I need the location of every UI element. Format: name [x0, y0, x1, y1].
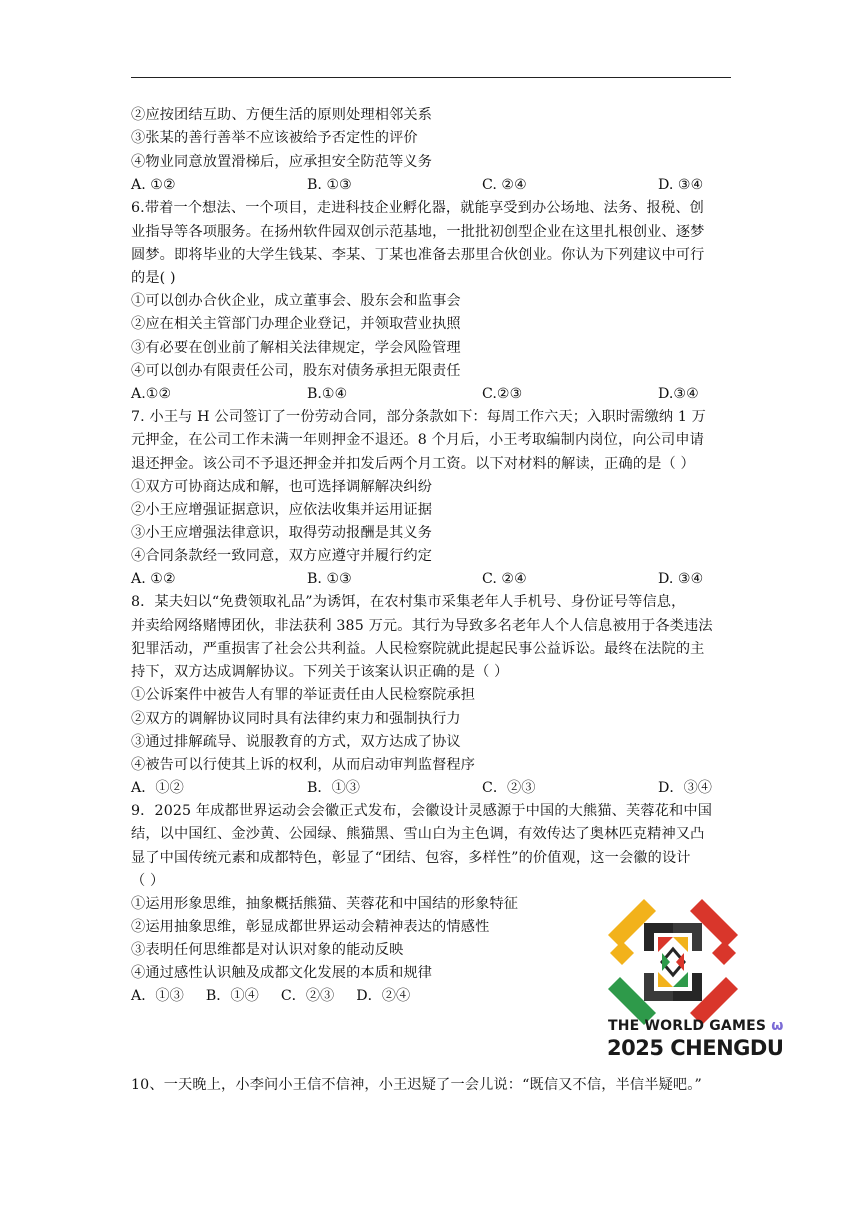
q5-item-3: ③张某的善行善举不应该被给予否定性的评价 [131, 130, 418, 146]
q8-options [131, 779, 731, 797]
q9-option-d[interactable]: D．②④ [356, 988, 411, 1004]
logo-caption-line1 [608, 1018, 784, 1034]
q7-option-d[interactable]: D. ③④ [658, 571, 704, 587]
q7-item-3: ③小王应增强法律意识，取得劳动报酬是其义务 [131, 525, 433, 541]
q5-option-b[interactable]: B. ①③ [307, 177, 352, 193]
q9-stem-line: 显了中国传统元素和成都特色，彰显了“团结、包容，多样性”的价值观，这一会徽的设计 [131, 850, 691, 866]
q6-options [131, 385, 731, 403]
header-rule [131, 77, 731, 78]
q8-stem-line: 持下，双方达成调解协议。下列关于该案认识正确的是（ ） [131, 664, 509, 680]
q7-stem-line: 元押金，在公司工作未满一年则押金不退还。8 个月后，小王考取编制内岗位，向公司申请 [131, 432, 705, 448]
q9-options [131, 987, 432, 1005]
q9-item-2: ②运用抽象思维，彰显成都世界运动会精神表达的情感性 [131, 919, 490, 935]
q9-item-4: ④通过感性认识触及成都文化发展的本质和规律 [131, 965, 433, 981]
logo-caption-text: THE WORLD GAMES [608, 1018, 767, 1034]
q6-stem-line: 的是( ) [131, 270, 176, 286]
q6-item-4: ④可以创办有限责任公司，股东对债务承担无限责任 [131, 363, 461, 379]
logo-caption-line2: 2025 CHENGDU [607, 1036, 784, 1060]
world-games-mark-icon: ω [771, 1018, 784, 1034]
q9-option-c[interactable]: C．②③ [280, 988, 335, 1004]
q8-item-2: ②双方的调解协议同时具有法律约束力和强制执行力 [131, 711, 461, 727]
q9-item-3: ③表明任何思维都是对认识对象的能动反映 [131, 942, 404, 958]
q5-option-d[interactable]: D. ③④ [658, 177, 704, 193]
q9-stem-line: （ ） [131, 873, 165, 889]
q6-item-2: ②应在相关主管部门办理企业登记，并领取营业执照 [131, 316, 461, 332]
q6-item-1: ①可以创办合伙企业，成立董事会、股东会和监事会 [131, 293, 461, 309]
q6-option-b[interactable]: B.①④ [307, 386, 348, 402]
q8-stem-line: 犯罪活动，严重损害了社会公共利益。人民检察院就此提起民事公益诉讼。最终在法院的主 [131, 641, 705, 657]
q6-stem-line: 6.带着一个想法、一个项目，走进科技企业孵化器，就能享受到办公场地、法务、报税、创 [131, 200, 705, 216]
q8-option-a[interactable]: A．①② [131, 780, 184, 796]
q8-stem-line: 8．某夫妇以“免费领取礼品”为诱饵，在农村集市采集老年人手机号、身份证号等信息， [131, 594, 686, 610]
q7-stem-line: 7. 小王与 H 公司签订了一份劳动合同，部分条款如下：每周工作六天；入职时需缴纳 1 万 [131, 409, 706, 425]
q6-option-c[interactable]: C.②③ [482, 386, 523, 402]
q8-option-b[interactable]: B．①③ [307, 780, 360, 796]
q9-option-b[interactable]: B．①④ [205, 988, 259, 1004]
q7-stem-line: 退还押金。该公司不予退还押金并扣发后两个月工资。以下对材料的解读，正确的是（ ） [131, 456, 695, 472]
q7-item-1: ①双方可协商达成和解，也可选择调解解决纠纷 [131, 479, 433, 495]
q5-option-c[interactable]: C. ②④ [482, 177, 527, 193]
q6-item-3: ③有必要在创业前了解相关法律规定，学会风险管理 [131, 340, 461, 356]
q6-option-d[interactable]: D.③④ [658, 386, 699, 402]
q7-item-4: ④合同条款经一致同意，双方应遵守并履行约定 [131, 548, 433, 564]
q9-item-1: ①运用形象思维，抽象概括熊猫、芙蓉花和中国结的形象特征 [131, 896, 519, 912]
q5-item-2: ②应按团结互助、方便生活的原则处理相邻关系 [131, 107, 433, 123]
q9-stem-line: 结，以中国红、金沙黄、公园绿、熊猫黑、雪山白为主色调，有效传达了奥林匹克精神又凸 [131, 826, 705, 842]
emblem-yellow-segment [610, 941, 634, 965]
q7-options [131, 570, 731, 588]
q5-item-4: ④物业同意放置滑梯后，应承担安全防范等义务 [131, 154, 433, 170]
q8-stem-line: 并卖给网络赌博团伙，非法获利 385 万元。其行为导致多名老年人个人信息被用于各类违法 [131, 618, 713, 634]
q5-options [131, 176, 731, 194]
q6-stem-line: 业指导等各项服务。在扬州软件园双创示范基地，一批批初创型企业在这里扎根创业、逐梦 [131, 224, 705, 240]
q7-option-b[interactable]: B. ①③ [307, 571, 352, 587]
q8-item-4: ④被告可以行使其上诉的权利，从而启动审判监督程序 [131, 757, 476, 773]
q7-option-a[interactable]: A. ①② [131, 571, 176, 587]
q10-stem-line: 10、一天晚上，小李问小王信不信神，小王迟疑了一会儿说：“既信又不信，半信半疑吧。” [131, 1077, 702, 1093]
q9-option-a[interactable]: A．①③ [131, 988, 184, 1004]
q8-option-c[interactable]: C．②③ [482, 780, 536, 796]
q6-option-a[interactable]: A.①② [131, 386, 172, 402]
q8-option-d[interactable]: D．③④ [658, 780, 712, 796]
q5-option-a[interactable]: A. ①② [131, 177, 176, 193]
q7-option-c[interactable]: C. ②④ [482, 571, 527, 587]
emblem-red-segment [712, 941, 736, 965]
q6-stem-line: 圆梦。即将毕业的大学生钱某、李某、丁某也准备去那里合伙创业。你认为下列建议中可行 [131, 247, 705, 263]
q7-item-2: ②小王应增强证据意识，应依法收集并运用证据 [131, 502, 433, 518]
q8-item-3: ③通过排解疏导、说服教育的方式，双方达成了协议 [131, 734, 461, 750]
q9-stem-line: 9．2025 年成都世界运动会会徽正式发布，会徽设计灵感源于中国的大熊猫、芙蓉花和中国 [131, 803, 713, 819]
q8-item-1: ①公诉案件中被告人有罪的举证责任由人民检察院承担 [131, 687, 476, 703]
